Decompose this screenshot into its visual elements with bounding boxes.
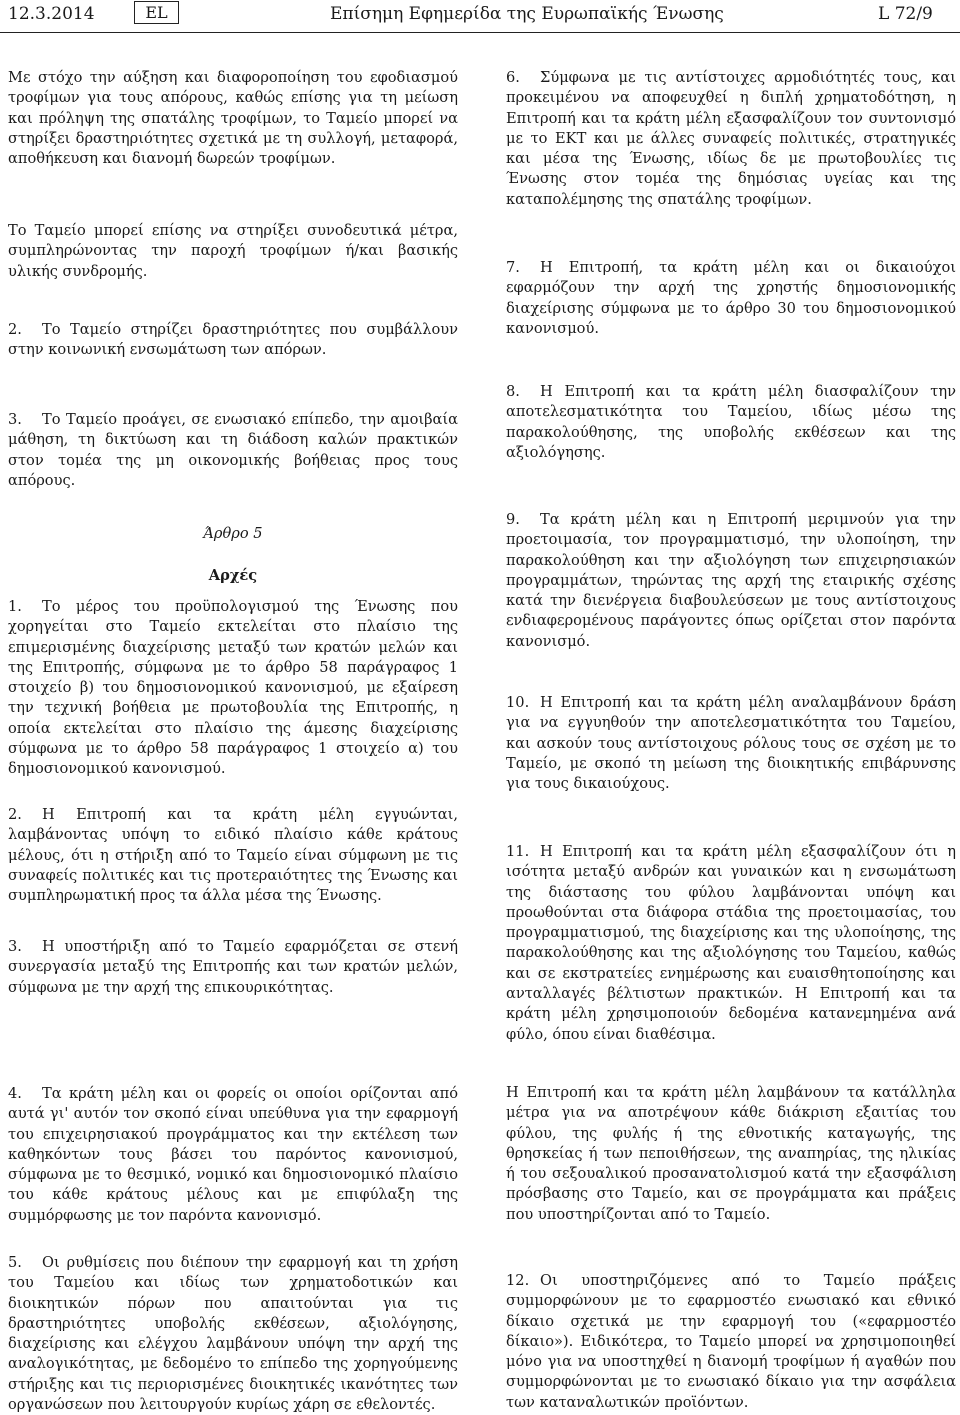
article-5-paragraph-10: 10. Η Επιτροπή και τα κράτη μέλη αναλαμβάνουν δράση για να εγγυηθούν την αποτελεσματικότητα του Ταμείου, και ασκούν τους αντίστοιχους ρόλους τους σε σχέση με το Ταμείο, με σκοπό τη μείωση της διοικητικής επιβάρυνσης για τους δικαιούχους. bbox=[506, 694, 956, 793]
paragraph-number: 10. bbox=[506, 694, 530, 711]
article-5-paragraph-11: 11. Η Επιτροπή και τα κράτη μέλη εξασφαλίζουν ότι η ισότητα μεταξύ ανδρών και γυναικών και η ενσωμάτωση της διάστασης του φύλου λαμβάνονται υπόψη και προωθούνται στα διάφορα στάδια της προετοιμασίας, του προγραμματισμού, της διαχείρισης και της υλοποίησης, της παρακολούθησης και της αξιολόγησης του Ταμείου, καθώς και σε εκστρατείες ενημέρωσης και ευαισθητοποίησης και ανταλλαγές βέλτιστων πρακτικών. Η Επιτροπή και τα κράτη μέλη χρησιμοποιούν δεδομένα κατανεμημένα ανά φύλο, όπου είναι διαθέσιμα. bbox=[506, 843, 956, 1043]
article-5-paragraph-4: 4. Τα κράτη μέλη και οι φορείς οι οποίοι ορίζονται από αυτά γι' αυτόν τον σκοπό είναι υπεύθυνα για την εφαρμογή του επιχειρησιακού προγράμματος και την εκτέλεση των καθηκόντων τους βάσει του παρόντος κανονισμού, σύμφωνα με το θεσμικό, νομικό και δημοσιονομικό πλαίσιο του κάθε κράτους μέλους και με επιφύλαξη της συμμόρφωσης με τον παρόντα κανονισμό. bbox=[8, 1085, 458, 1224]
paragraph-accompanying-measures: Το Ταμείο μπορεί επίσης να στηρίξει συνοδευτικά μέτρα, συμπληρώνοντας την παροχή τροφίμων ή/και βασικής υλικής συνδρομής. bbox=[8, 222, 458, 280]
paragraph-number: 3. bbox=[8, 938, 22, 955]
header-date: 12.3.2014 bbox=[8, 4, 95, 24]
paragraph-number: 6. bbox=[506, 69, 520, 86]
header-rule bbox=[0, 32, 960, 33]
paragraph-number: 1. bbox=[8, 598, 22, 615]
paragraph-number: 2. bbox=[8, 806, 22, 823]
paragraph-intro: Με στόχο την αύξηση και διαφοροποίηση του εφοδιασμού τροφίμων για τους απόρους, καθώς επίσης για τη μείωση και πρόληψη της σπατάλης τροφίμων, το Ταμείο μπορεί να στηρίξει δραστηριότητες σχετικά με τη συλλογή, μεταφορά, αποθήκευση και διανομή δωρεών τροφίμων. bbox=[8, 69, 458, 168]
article-5-paragraph-8: 8. Η Επιτροπή και τα κράτη μέλη διασφαλίζουν την αποτελεσματικότητα του Ταμείου, ιδίως μέσω της παρακολούθησης, της υποβολής εκθέσεων και της αξιολόγησης. bbox=[506, 383, 956, 461]
language-code: EL bbox=[145, 3, 168, 22]
paragraph-2: 2. Το Ταμείο στηρίζει δραστηριότητες που συμβάλλουν στην κοινωνική ενσωμάτωση των απόρων. bbox=[8, 321, 458, 359]
article-5-paragraph-1: 1. Το μέρος του προϋπολογισμού της Ένωσης που χορηγείται στο Ταμείο εκτελείται στο πλαίσιο της επιμερισμένης διαχείρισης μεταξύ των κρατών μελών και της Επιτροπής, σύμφωνα με το άρθρο 58 παράγραφος 1 στοιχείο β) του δημοσιονομικού κανονισμού, με εξαίρεση την τεχνική βοήθεια με πρωτοβουλία της Επιτροπής, η οποία εκτελείται στο πλαίσιο της άμεσης διαχείρισης σύμφωνα με το άρθρο 58 παράγραφος 1 στοιχείο α) του δημοσιονομικού κανονισμού. bbox=[8, 598, 458, 778]
article-5-paragraph-12: 12. Οι υποστηριζόμενες από το Ταμείο πράξεις συμμορφώνουν με το εφαρμοστέο ενωσιακό και εθνικό δίκαιο σχετικά με την εφαρμογή του («εφαρμοστέο δίκαιο»). Ειδικότερα, το Ταμείο μπορεί να χρησιμοποιηθεί μόνο για να υποστηχθεί η διανομή τροφίμων ή αγαθών που συμμορφώνονται με το ενωσιακό δίκαιο για την ασφάλεια των καταναλωτικών προϊόντων. bbox=[506, 1272, 956, 1411]
article-title: Αρχές bbox=[208, 567, 258, 584]
paragraph-number: 12. bbox=[506, 1272, 530, 1289]
article-5-paragraph-5: 5. Οι ρυθμίσεις που διέπουν την εφαρμογή και τη χρήση του Ταμείου και ιδίως των χρηματοδοτικών και διοικητικών πόρων που απαιτούνται για τις δραστηριότητες υποβολής εκθέσεων, αξιολόγησης, διαχείρισης και ελέγχου λαμβάνουν υπόψη την αρχή της αναλογικότητας, με δεδομένο το επίπεδο της χορηγούμενης στήριξης και τις περιορισμένες διοικητικές ικανότητες των οργανώσεων που λειτουργούν κυρίως χάρη σε εθελοντές. bbox=[8, 1254, 458, 1414]
paragraph-number: 5. bbox=[8, 1254, 22, 1271]
article-5-paragraph-9: 9. Τα κράτη μέλη και η Επιτροπή μεριμνούν για την προετοιμασία, τον προγραμματισμό, την υλοποίηση, την παρακολούθηση και την αξιολόγηση των επιχειρησιακών προγραμμάτων, τηρώντας της αρχή της εταιρικής σχέσης κατά την διενέργεια διαβουλεύσεων με τους αντίστοιχους ενδιαφερομένους παράγοντες όπως ορίζεται στον παρόντα κανονισμό. bbox=[506, 511, 956, 650]
paragraph-number: 9. bbox=[506, 511, 520, 528]
article-label: Άρθρο 5 bbox=[203, 525, 263, 542]
paragraph-number: 7. bbox=[506, 259, 520, 276]
paragraph-number: 3. bbox=[8, 411, 22, 428]
journal-title: Επίσημη Εφημερίδα της Ευρωπαϊκής Ένωσης bbox=[330, 4, 724, 24]
article-5-paragraph-2: 2. Η Επιτροπή και τα κράτη μέλη εγγυώνται, λαμβάνοντας υπόψη το ειδικό πλαίσιο κάθε κράτους μέλους, ότι η στήριξη από το Ταμείο είναι σύμφωνη με τις συναφείς πολιτικές και τις προτεραιότητες της Ένωσης και συμπληρωματική προς τα άλλα μέσα της Ένωσης. bbox=[8, 806, 458, 905]
article-5-paragraph-3: 3. Η υποστήριξη από το Ταμείο εφαρμόζεται σε στενή συνεργασία μεταξύ της Επιτροπής και των κρατών μελών, σύμφωνα με την αρχή της επικουρικότητας. bbox=[8, 938, 458, 996]
language-badge bbox=[134, 1, 179, 24]
article-5-paragraph-11-subparagraph: Η Επιτροπή και τα κράτη μέλη λαμβάνουν τα κατάλληλα μέτρα για να αποτρέψουν κάθε διάκριση εξαιτίας του φύλου, της φυλής ή της εθνοτικής καταγωγής, της θρησκείας ή των πεποιθήσεων, της αναπηρίας, της ηλικίας ή του σεξουαλικού προσανατολισμού κατά την εξασφάλιση πρόσβασης στο Ταμείο, και σε προγράμματα και πράξεις που υποστηρίζονται από το Ταμείο. bbox=[506, 1084, 956, 1223]
page-number: L 72/9 bbox=[878, 4, 933, 24]
article-5-paragraph-6: 6. Σύμφωνα με τις αντίστοιχες αρμοδιότητές τους, και προκειμένου να αποφευχθεί η διπλή χρηματοδότηση, η Επιτροπή και τα κράτη μέλη εξασφαλίζουν τον συντονισμό με το ΕΚΤ και με άλλες συναφείς πολιτικές, στρατηγικές και μέσα της Ένωσης, ιδίως δε με πρωτοβουλίες τις Ένωσης στον τομέα της δημόσιας υγείας και της καταπολέμησης της σπατάλης τροφίμων. bbox=[506, 69, 956, 208]
paragraph-number: 8. bbox=[506, 383, 520, 400]
paragraph-number: 2. bbox=[8, 321, 22, 338]
paragraph-3: 3. Το Ταμείο προάγει, σε ενωσιακό επίπεδο, την αμοιβαία μάθηση, τη δικτύωση και τη διάδοση καλών πρακτικών στον τομέα της μη οικονομικής βοήθειας προς τους απόρους. bbox=[8, 411, 458, 489]
article-5-paragraph-7: 7. Η Επιτροπή, τα κράτη μέλη και οι δικαιούχοι εφαρμόζουν την αρχή της χρηστής δημοσιονομικής διαχείρισης σύμφωνα με το άρθρο 30 του δημοσιονομικού κανονισμού. bbox=[506, 259, 956, 337]
paragraph-number: 11. bbox=[506, 843, 530, 860]
page-header bbox=[0, 0, 960, 40]
paragraph-number: 4. bbox=[8, 1085, 22, 1102]
